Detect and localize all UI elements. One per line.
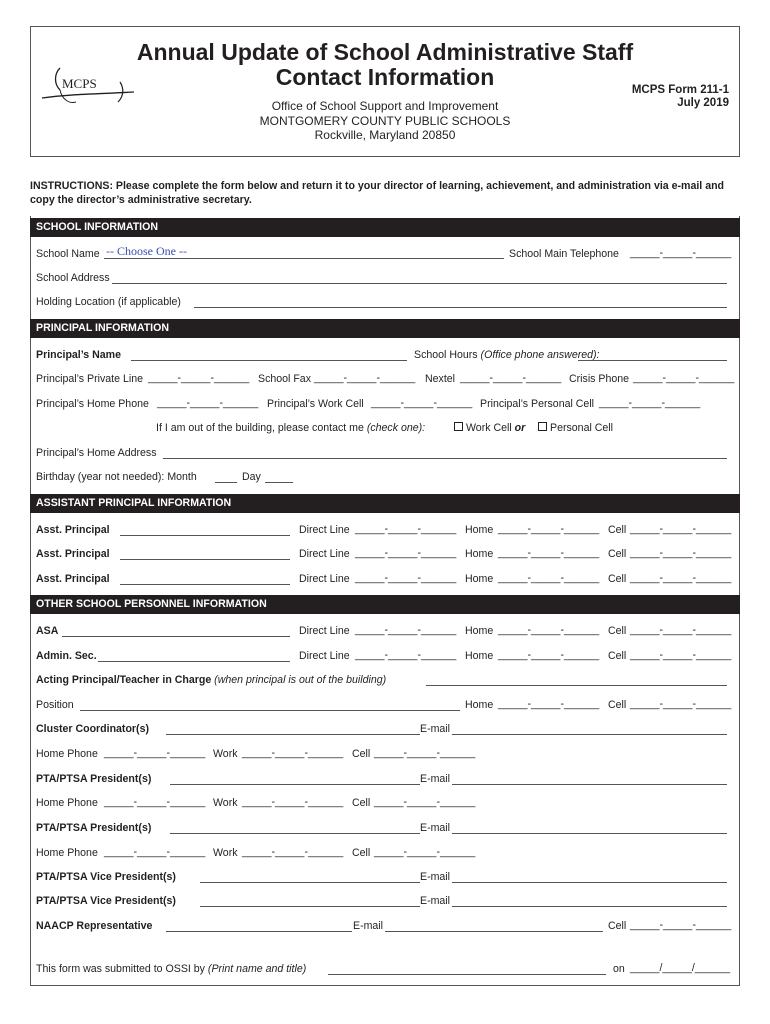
- asst-3-direct-field[interactable]: _____-_____-______: [355, 572, 457, 584]
- asst-1-cell-label: Cell: [608, 524, 627, 536]
- cluster-coordinator-field[interactable]: [166, 734, 420, 735]
- or-text: or: [514, 422, 526, 434]
- pta-2-work-field[interactable]: _____-_____-______: [242, 846, 344, 858]
- school-name-select[interactable]: -- Choose One --: [106, 244, 187, 258]
- pta-president-1-field[interactable]: [170, 784, 420, 785]
- work-cell-option[interactable]: [454, 422, 525, 435]
- pta-2-email-field[interactable]: [452, 833, 727, 834]
- school-hours-field[interactable]: [578, 360, 727, 361]
- asa-home-label: Home: [465, 625, 494, 637]
- school-hours-text: School Hours: [414, 349, 481, 361]
- home-address-field[interactable]: [163, 458, 727, 459]
- naacp-field[interactable]: [166, 931, 352, 932]
- asst-1-direct-field[interactable]: _____-_____-______: [355, 523, 457, 535]
- position-field[interactable]: [80, 710, 460, 711]
- naacp-cell-field[interactable]: _____-_____-______: [630, 919, 732, 931]
- pta-2-cell-label: Cell: [352, 847, 371, 859]
- pta-vice-president-1-field[interactable]: [200, 882, 420, 883]
- pta-1-email-label: E-mail: [420, 773, 451, 785]
- submitted-on-label: on: [613, 963, 625, 975]
- asst-1-direct-label: Direct Line: [299, 524, 350, 536]
- position-cell-field[interactable]: _____-_____-______: [630, 698, 732, 710]
- holding-location-label: Holding Location (if applicable): [36, 296, 181, 308]
- form-title-line2: Contact Information: [275, 64, 495, 90]
- pta-president-2-label: PTA/PTSA President(s): [36, 822, 152, 834]
- school-fax-label: School Fax: [258, 373, 311, 385]
- admin-home-label: Home: [465, 650, 494, 662]
- nextel-label: Nextel: [425, 373, 456, 385]
- pta-1-cell-label: Cell: [352, 797, 371, 809]
- asst-principal-3-field[interactable]: [120, 584, 290, 585]
- work-cell-option-label: Work Cell: [466, 422, 512, 434]
- naacp-label: NAACP Representative: [36, 920, 153, 932]
- asa-cell-field[interactable]: _____-_____-______: [630, 624, 732, 636]
- position-cell-label: Cell: [608, 699, 627, 711]
- home-phone-field[interactable]: _____-_____-______: [157, 397, 259, 409]
- principal-name-field[interactable]: [131, 360, 407, 361]
- asst-2-direct-label: Direct Line: [299, 548, 350, 560]
- asst-principal-2-field[interactable]: [120, 559, 290, 560]
- private-line-label: Principal’s Private Line: [36, 373, 143, 385]
- asst-2-cell-field[interactable]: _____-_____-______: [630, 547, 732, 559]
- submitted-by-text: This form was submitted to OSSI by: [36, 963, 208, 975]
- submitted-by-note: (Print name and title): [207, 963, 307, 975]
- pta-2-home-phone-field[interactable]: _____-_____-______: [104, 846, 206, 858]
- position-home-label: Home: [465, 699, 494, 711]
- private-line-field[interactable]: _____-_____-______: [148, 372, 250, 384]
- naacp-cell-label: Cell: [608, 920, 627, 932]
- cluster-coordinator-label: Cluster Coordinator(s): [36, 723, 150, 735]
- instructions-lead: INSTRUCTIONS:: [30, 180, 113, 192]
- section-principal-information: PRINCIPAL INFORMATION: [30, 319, 740, 338]
- nextel-field[interactable]: _____-_____-______: [460, 372, 562, 384]
- naacp-email-label: E-mail: [353, 920, 384, 932]
- school-fax-field[interactable]: _____-_____-______: [314, 372, 416, 384]
- asst-2-cell-label: Cell: [608, 548, 627, 560]
- admin-sec-label: Admin. Sec.: [36, 650, 97, 662]
- asa-cell-label: Cell: [608, 625, 627, 637]
- birthday-month-label: Birthday (year not needed): Month: [36, 471, 197, 483]
- form-number-text: MCPS Form 211-1: [631, 84, 729, 96]
- pta-vice-president-2-field[interactable]: [200, 906, 420, 907]
- contact-preference: [156, 422, 425, 435]
- school-telephone-field[interactable]: _____-_____-______: [630, 247, 732, 259]
- cluster-home-phone-label: Home Phone: [36, 748, 98, 760]
- pta-vp-2-email-label: E-mail: [420, 895, 451, 907]
- instructions-text: Please complete the form below and return it to your director of learning, achievement, and administration via e-mail and copy the director’s administrative secretary.: [30, 180, 725, 206]
- asst-principal-2-label: Asst. Principal: [36, 548, 110, 560]
- pta-president-2-field[interactable]: [170, 833, 420, 834]
- personal-cell-option[interactable]: [538, 422, 613, 435]
- asst-1-cell-field[interactable]: _____-_____-______: [630, 523, 732, 535]
- form-number: [632, 84, 729, 110]
- pta-2-work-label: Work: [213, 847, 238, 859]
- asst-3-home-label: Home: [465, 573, 494, 585]
- school-telephone-label: School Main Telephone: [509, 248, 619, 260]
- section-school-information: SCHOOL INFORMATION: [30, 218, 740, 237]
- form-date-text: July 2019: [677, 97, 729, 109]
- acting-principal-text: Acting Principal/Teacher in Charge: [36, 674, 212, 686]
- admin-cell-field[interactable]: _____-_____-______: [630, 649, 732, 661]
- pta-2-cell-field[interactable]: _____-_____-______: [374, 846, 476, 858]
- asst-3-cell-field[interactable]: _____-_____-______: [630, 572, 732, 584]
- asst-3-cell-label: Cell: [608, 573, 627, 585]
- asst-1-home-label: Home: [465, 524, 494, 536]
- office-address: Rockville, Maryland 20850: [314, 128, 456, 142]
- asst-2-home-field[interactable]: _____-_____-______: [498, 547, 600, 559]
- acting-principal-field[interactable]: [426, 685, 727, 686]
- cluster-email-field[interactable]: [452, 734, 727, 735]
- asst-principal-1-field[interactable]: [120, 535, 290, 536]
- asst-2-direct-field[interactable]: _____-_____-______: [355, 547, 457, 559]
- submitted-on-date-field[interactable]: _____/_____/______: [630, 962, 731, 974]
- personal-cell-option-label: Personal Cell: [550, 422, 614, 434]
- instructions: [30, 179, 742, 207]
- svg-text:MCPS: MCPS: [62, 76, 97, 91]
- naacp-email-field[interactable]: [385, 931, 603, 932]
- contact-note: (check one):: [366, 422, 426, 434]
- school-name-label: School Name: [36, 248, 100, 260]
- pta-1-email-field[interactable]: [452, 784, 727, 785]
- section-other-personnel: OTHER SCHOOL PERSONNEL INFORMATION: [30, 595, 740, 614]
- asa-label: ASA: [36, 625, 59, 637]
- home-phone-label: Principal’s Home Phone: [36, 398, 149, 410]
- crisis-phone-label: Crisis Phone: [569, 373, 630, 385]
- position-label: Position: [36, 699, 74, 711]
- pta-1-cell-field[interactable]: _____-_____-______: [374, 796, 476, 808]
- personal-cell-checkbox[interactable]: [538, 422, 547, 431]
- personal-cell-label: Principal’s Personal Cell: [480, 398, 595, 410]
- acting-principal-note: (when principal is out of the building): [211, 674, 387, 686]
- section-assistant-principal: ASSISTANT PRINCIPAL INFORMATION: [30, 494, 740, 513]
- office-district: MONTGOMERY COUNTY PUBLIC SCHOOLS: [259, 113, 511, 128]
- pta-president-1-label: PTA/PTSA President(s): [36, 773, 152, 785]
- crisis-phone-field[interactable]: _____-_____-______: [633, 372, 735, 384]
- admin-direct-label: Direct Line: [299, 650, 350, 662]
- pta-vp-1-email-field[interactable]: [452, 882, 727, 883]
- school-address-label: School Address: [36, 272, 110, 284]
- birthday-month-field[interactable]: [215, 482, 237, 483]
- work-cell-label: Principal’s Work Cell: [267, 398, 364, 410]
- holding-location-field[interactable]: [194, 307, 727, 308]
- asst-2-home-label: Home: [465, 548, 494, 560]
- position-home-field[interactable]: _____-_____-______: [498, 698, 600, 710]
- asst-1-home-field[interactable]: _____-_____-______: [498, 523, 600, 535]
- work-cell-checkbox[interactable]: [454, 422, 463, 431]
- pta-vice-president-2-label: PTA/PTSA Vice President(s): [36, 895, 176, 907]
- home-address-label: Principal’s Home Address: [36, 447, 157, 459]
- cluster-cell-field[interactable]: _____-_____-______: [374, 747, 476, 759]
- asa-direct-label: Direct Line: [299, 625, 350, 637]
- cluster-email-label: E-mail: [420, 723, 451, 735]
- pta-2-email-label: E-mail: [420, 822, 451, 834]
- principal-name-label: Principal’s Name: [36, 349, 121, 361]
- asa-field[interactable]: [62, 636, 290, 637]
- admin-home-field[interactable]: _____-_____-______: [498, 649, 600, 661]
- personal-cell-field[interactable]: _____-_____-______: [599, 397, 701, 409]
- school-address-field[interactable]: [112, 283, 727, 284]
- office-name: Office of School Support and Improvement: [271, 99, 499, 113]
- cluster-home-phone-field[interactable]: _____-_____-______: [104, 747, 206, 759]
- pta-1-work-label: Work: [213, 797, 238, 809]
- work-cell-field[interactable]: _____-_____-______: [371, 397, 473, 409]
- acting-principal-label: [36, 674, 386, 687]
- school-name-line: [104, 258, 504, 259]
- submitted-by-label: [36, 963, 306, 976]
- form-title-line1: Annual Update of School Administrative Staff: [136, 39, 634, 65]
- cluster-work-label: Work: [213, 748, 238, 760]
- submitted-by-field[interactable]: [328, 974, 606, 975]
- school-hours-label: [414, 349, 600, 362]
- admin-sec-field[interactable]: [98, 661, 290, 662]
- pta-vp-2-email-field[interactable]: [452, 906, 727, 907]
- asa-home-field[interactable]: _____-_____-______: [498, 624, 600, 636]
- pta-1-home-phone-label: Home Phone: [36, 797, 98, 809]
- asst-3-home-field[interactable]: _____-_____-______: [498, 572, 600, 584]
- pta-vp-1-email-label: E-mail: [420, 871, 451, 883]
- school-hours-note: (Office phone answered):: [480, 349, 600, 361]
- pta-1-work-field[interactable]: _____-_____-______: [242, 796, 344, 808]
- pta-2-home-phone-label: Home Phone: [36, 847, 98, 859]
- asst-principal-1-label: Asst. Principal: [36, 524, 110, 536]
- pta-vice-president-1-label: PTA/PTSA Vice President(s): [36, 871, 176, 883]
- admin-direct-field[interactable]: _____-_____-______: [355, 649, 457, 661]
- cluster-work-field[interactable]: _____-_____-______: [242, 747, 344, 759]
- asst-principal-3-label: Asst. Principal: [36, 573, 110, 585]
- pta-1-home-phone-field[interactable]: _____-_____-______: [104, 796, 206, 808]
- admin-cell-label: Cell: [608, 650, 627, 662]
- asst-3-direct-label: Direct Line: [299, 573, 350, 585]
- contact-prompt: If I am out of the building, please contact me: [156, 422, 367, 434]
- birthday-day-label: Day: [242, 471, 261, 483]
- asa-direct-field[interactable]: _____-_____-______: [355, 624, 457, 636]
- birthday-day-field[interactable]: [265, 482, 293, 483]
- cluster-cell-label: Cell: [352, 748, 371, 760]
